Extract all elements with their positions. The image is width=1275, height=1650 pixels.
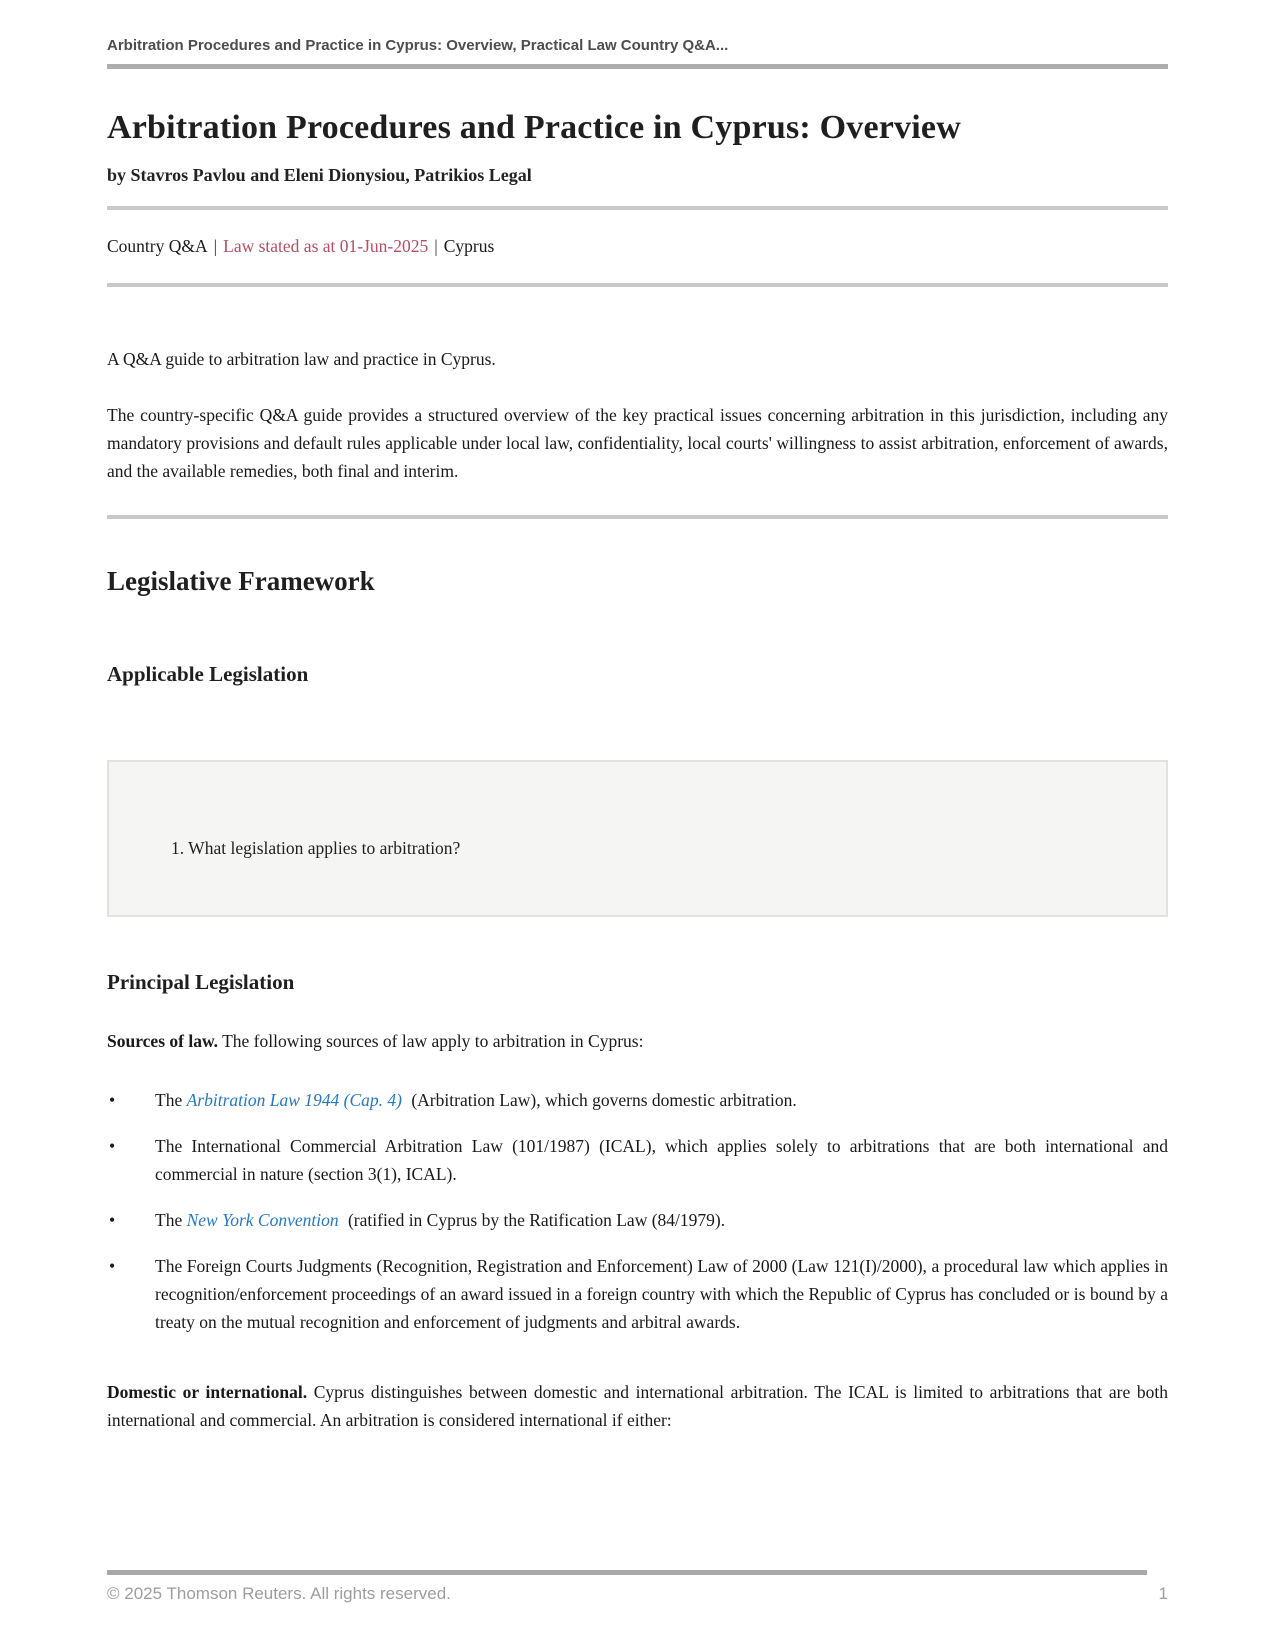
divider-rule	[107, 515, 1168, 519]
byline: by Stavros Pavlou and Eleni Dionysiou, Patrikios Legal	[107, 165, 532, 185]
jurisdiction-label: Cyprus	[443, 236, 495, 256]
list-item-text: The	[155, 1090, 187, 1110]
sources-paragraph	[107, 1027, 1168, 1055]
list-item-text: (Arbitration Law), which governs domestic arbitration.	[406, 1090, 797, 1110]
list-item-text: (ratified in Cyprus by the Ratification Law (84/1979).	[343, 1210, 726, 1230]
divider-rule	[107, 206, 1168, 210]
list-item-text: The Foreign Courts Judgments (Recognition, Registration and Enforcement) Law of 2000 (Law 121(I)/2000), a procedural law which applies in recognition/enforcement proceedings of an award issued in a foreign country with which the Republic of Cyprus has concluded or is bound by a treaty on the mutual recognition and enforcement of judgments and arbitral awards.	[155, 1256, 1168, 1332]
bullet-icon: •	[109, 1136, 116, 1156]
domestic-paragraph	[107, 1378, 1168, 1434]
page-number: 1	[1158, 1584, 1168, 1603]
intro-paragraph-2: The country-specific Q&A guide provides a structured overview of the key practical issues concerning arbitration in this jurisdiction, including any mandatory provisions and default rules applicable under local law, confidentiality, local courts' willingness to assist arbitration, enforcement of awards, and the available remedies, both final and interim.	[107, 405, 1168, 481]
doc-type-label: Country Q&A	[107, 236, 208, 256]
list-item	[107, 1086, 1168, 1114]
domestic-text: Cyprus distinguishes between domestic and international arbitration. The ICAL is limited to arbitrations that are both international and commercial. An arbitration is considered international if either:	[107, 1382, 1168, 1430]
meta-separator: |	[213, 236, 218, 256]
law-stated-date: Law stated as at 01-Jun-2025	[223, 236, 429, 256]
list-item-text: The	[155, 1210, 187, 1230]
running-header: Arbitration Procedures and Practice in Cyprus: Overview, Practical Law Country Q&A...	[107, 37, 729, 54]
meta-line	[107, 233, 1168, 259]
footer-rule	[107, 1570, 1147, 1575]
meta-separator: |	[434, 236, 438, 256]
divider-rule	[107, 283, 1168, 287]
bullet-icon: •	[109, 1090, 116, 1110]
list-item	[107, 1252, 1168, 1336]
list-item-text: The International Commercial Arbitration Law (101/1987) (ICAL), which applies solely to arbitrations that are both international and commercial in nature (section 3(1), ICAL).	[155, 1136, 1168, 1184]
question-text: 1. What legislation applies to arbitration?	[171, 837, 461, 858]
page-title: Arbitration Procedures and Practice in Cyprus: Overview	[107, 109, 961, 146]
legislation-link-0[interactable]: Arbitration Law 1944 (Cap. 4)	[186, 1090, 402, 1110]
bullet-icon: •	[109, 1256, 116, 1276]
intro-paragraph-1: A Q&A guide to arbitration law and practice in Cyprus.	[107, 349, 496, 369]
legislation-link-2[interactable]: New York Convention	[186, 1210, 339, 1230]
list-item	[107, 1206, 1168, 1234]
list-item	[107, 1132, 1168, 1188]
domestic-lead: Domestic or international.	[107, 1382, 308, 1402]
header-rule	[107, 64, 1168, 69]
sources-lead: Sources of law.	[107, 1031, 218, 1051]
section-heading-legislative-framework: Legislative Framework	[107, 566, 375, 596]
question-box	[107, 760, 1168, 917]
page-footer	[107, 1570, 1168, 1605]
sources-list	[107, 1086, 1168, 1336]
subsection-heading-applicable-legislation: Applicable Legislation	[107, 662, 309, 686]
bullet-icon: •	[109, 1210, 116, 1230]
sources-text: The following sources of law apply to arbitration in Cyprus:	[222, 1031, 644, 1051]
subsection-heading-principal-legislation: Principal Legislation	[107, 970, 295, 994]
copyright-text: © 2025 Thomson Reuters. All rights reserved.	[107, 1584, 451, 1603]
